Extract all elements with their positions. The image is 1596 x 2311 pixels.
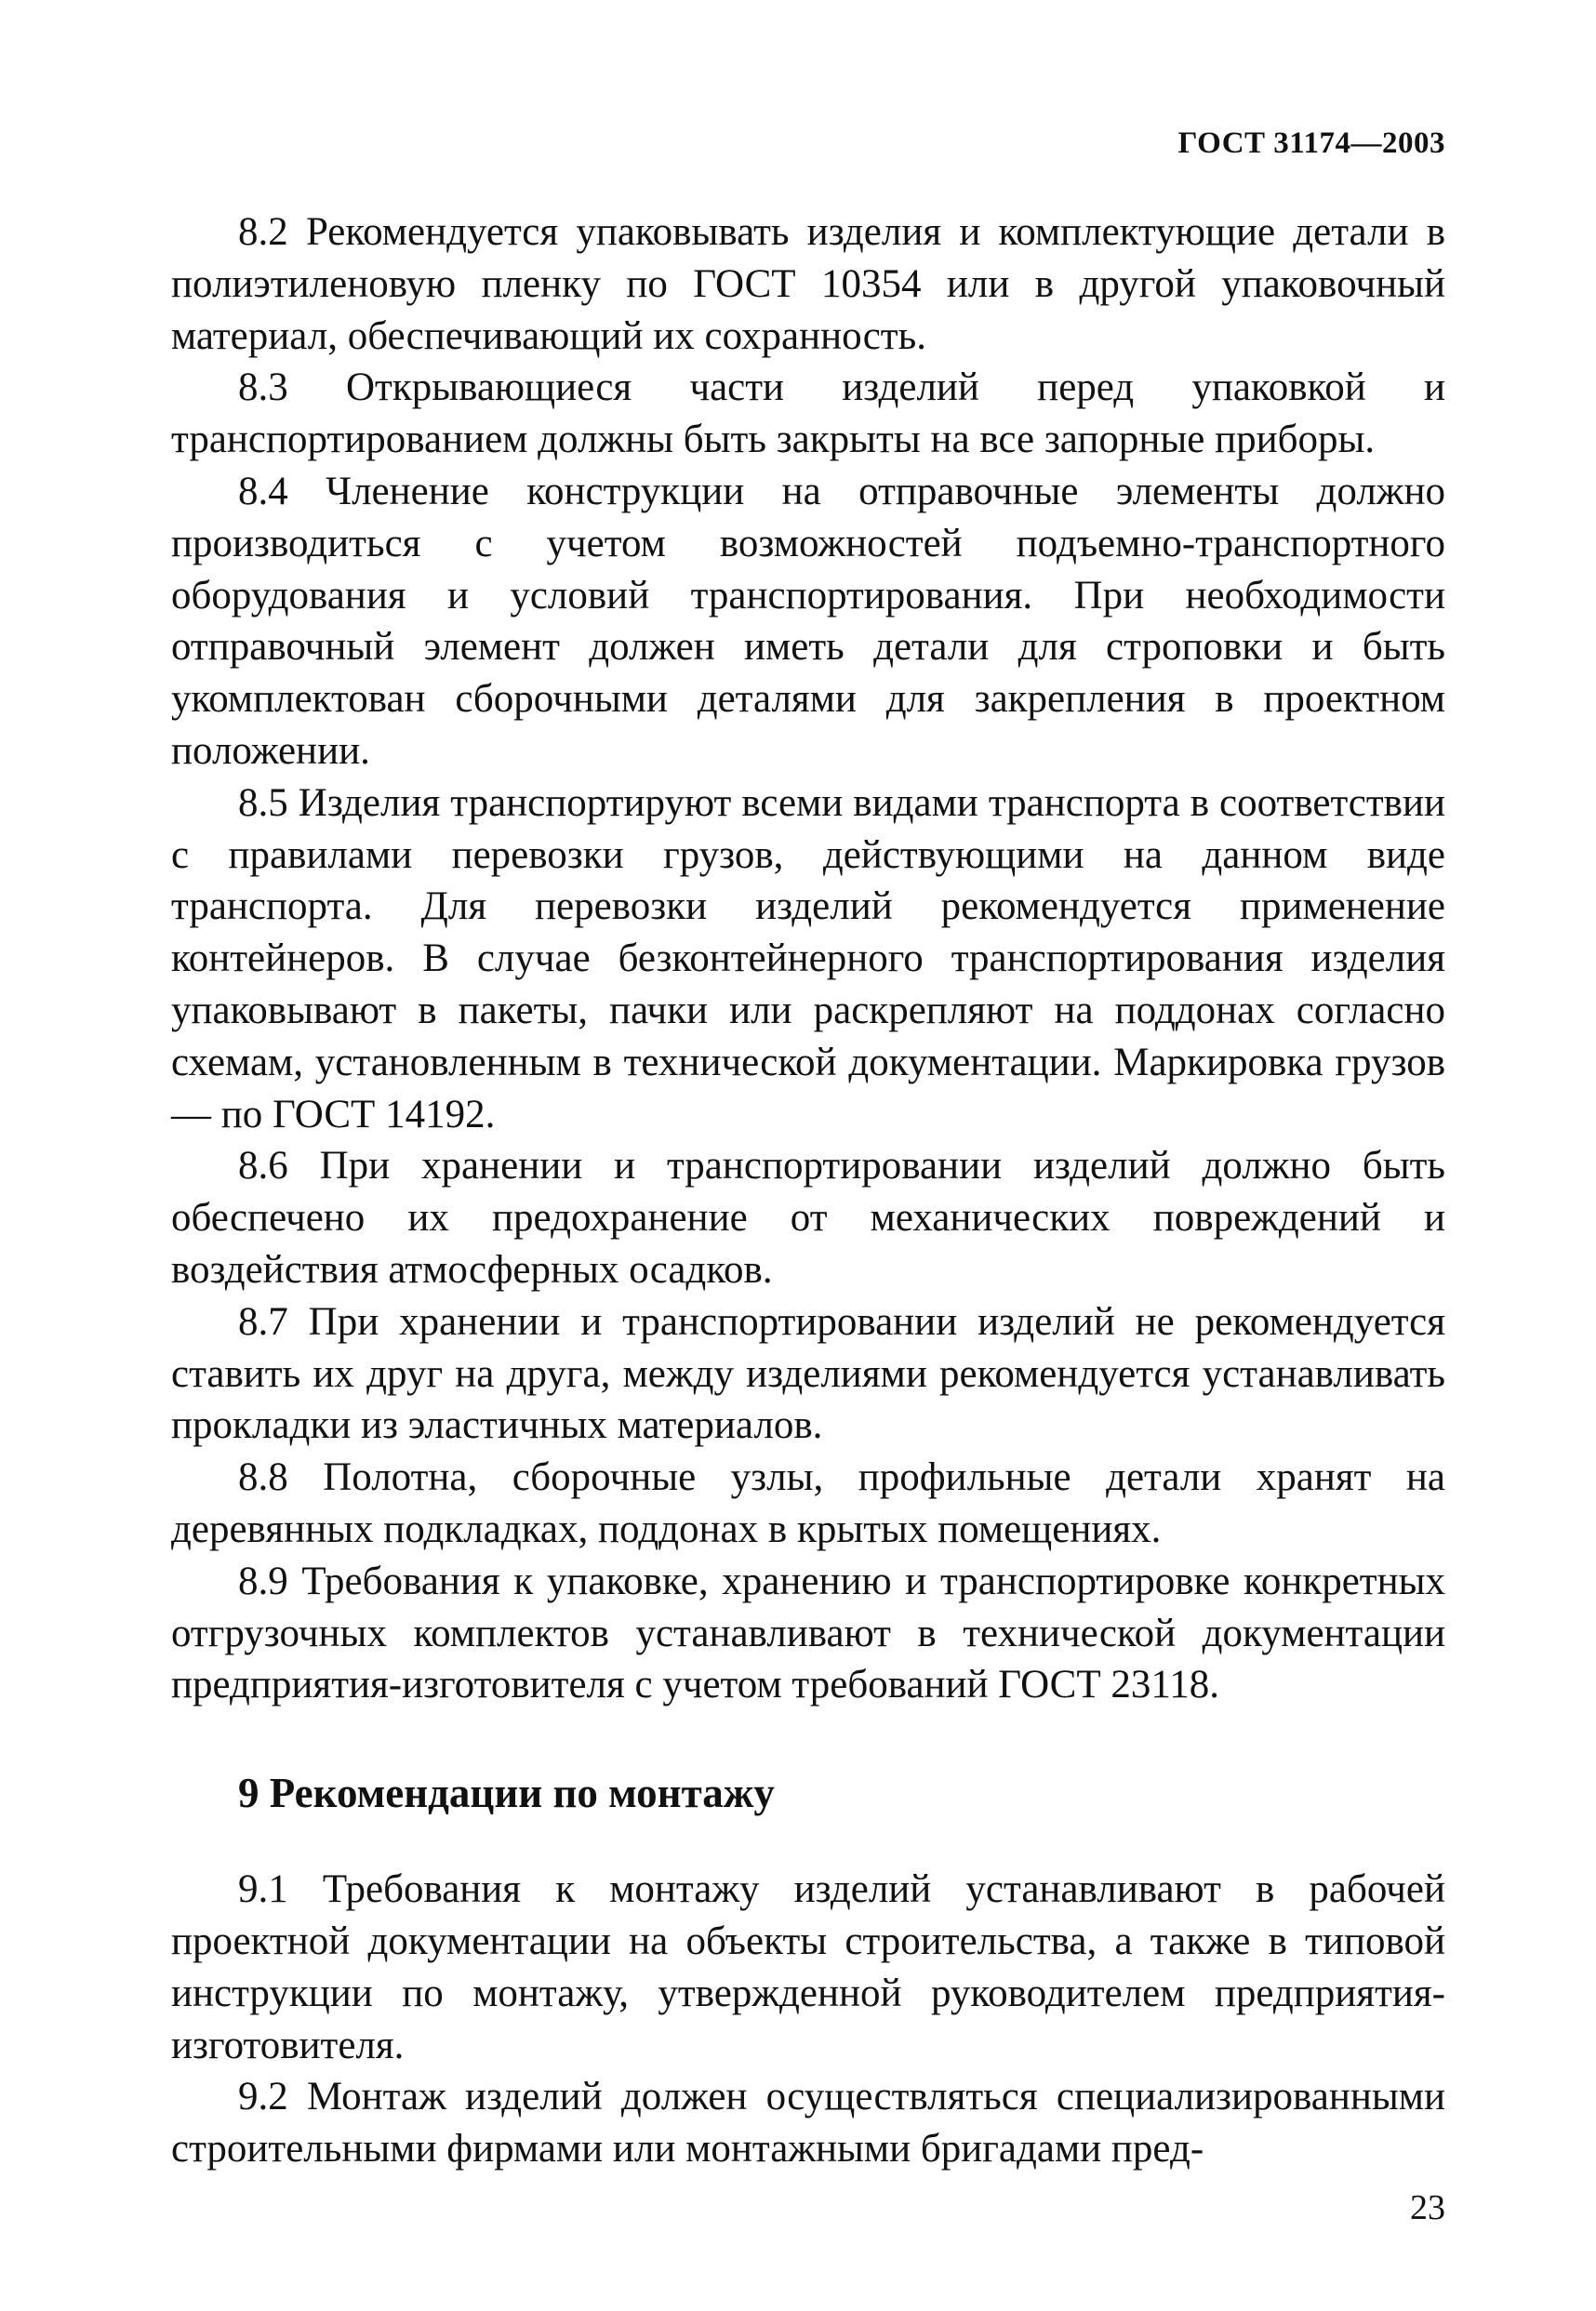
paragraph-8-5: 8.5 Изделия транспортируют всеми видами транспорта в соответствии с правилами перевозки грузов, действующими на данном виде транспорта. Для перевозки изделий рекомендуется применение контейнеров. В случае безконтейнерного транспортирования изделия упаковывают в пакеты, пачки или раскрепляют на поддонах согласно схемам, установленным в технической документации. Маркировка грузов — по ГОСТ 14192. <box>171 780 1445 1136</box>
paragraph-9-2: 9.2 Монтаж изделий должен осуществляться специализированными строительными фирмами или монтажными бригадами пред- <box>171 2075 1445 2172</box>
paragraph-8-3: 8.3 Открывающиеся части изделий перед упаковкой и транспортированием должны быть закрыты на все запорные приборы. <box>171 365 1445 462</box>
paragraph-8-4: 8.4 Членение конструкции на отправочные элементы должно производиться с учетом возможностей подъемно-транспортного оборудования и условий транспортирования. При необходимости отправочный элемент должен иметь детали для строповки и быть укомплектован сборочными деталями для закрепления в проектном положении. <box>171 469 1445 773</box>
paragraph-8-8: 8.8 Полотна, сборочные узлы, профильные детали хранят на деревянных подкладках, поддонах в крытых помещениях. <box>171 1455 1445 1551</box>
paragraph-9-1: 9.1 Требования к монтажу изделий устанавливают в рабочей проектной документации на объекты строительства, а также в типовой инструкции по монтажу, утвержденной руководителем предприятия-изготовителя. <box>171 1867 1445 2067</box>
paragraph-8-9: 8.9 Требования к упаковке, хранению и транспортировке конкретных отгрузочных комплектов устанавливают в технической документации предприятия-изготовителя с учетом требований ГОСТ 23118. <box>171 1559 1445 1707</box>
paragraph-8-7: 8.7 При хранении и транспортировании изделий не рекомендуется ставить их друг на друга, между изделиями рекомендуется устанавливать прокладки из эластичных материалов. <box>171 1299 1445 1448</box>
document-header: ГОСТ 31174—2003 <box>1177 126 1445 160</box>
section-9-heading: 9 Рекомендации по монтажу <box>238 1770 775 1817</box>
document-body <box>171 206 1445 2175</box>
page-number: 23 <box>1410 2188 1445 2227</box>
paragraph-8-6: 8.6 При хранении и транспортировании изделий должно быть обеспечено их предохранение от механических повреждений и воздействия атмосферных осадков. <box>171 1144 1445 1292</box>
paragraph-8-2: 8.2 Рекомендуется упаковывать изделия и комплектующие детали в полиэтиленовую пленку по ГОСТ 10354 или в другой упаковочный материал, обеспечивающий их сохранность. <box>171 210 1445 358</box>
